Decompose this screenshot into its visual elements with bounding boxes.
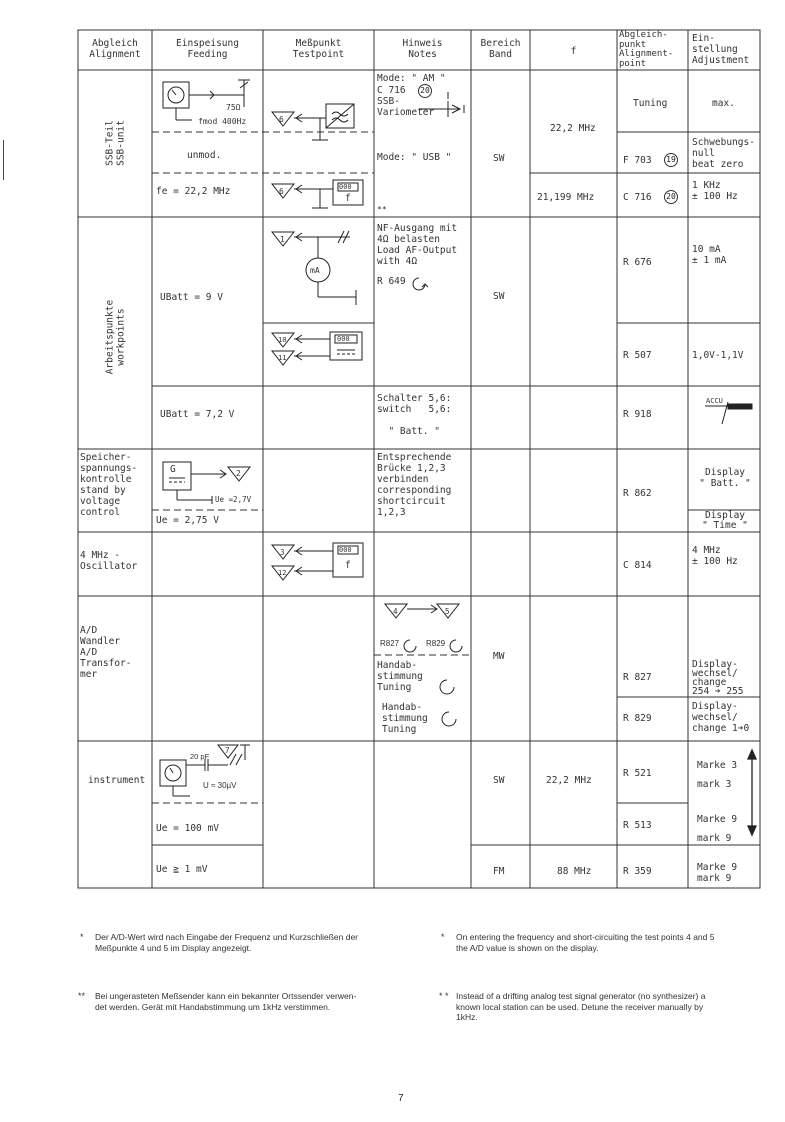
adj-display-change-2: Display- wechsel/ change 1➔0 [692, 701, 750, 734]
header-testpoint: Meßpunkt Testpoint [292, 38, 345, 60]
adj-mark-9-a: Marke 9 mark 9 [697, 814, 738, 844]
testpoint-7: 7 [225, 746, 230, 755]
feed-ue-1mv: Ue ≧ 1 mV [156, 864, 208, 875]
signal-generator-icon [163, 80, 250, 120]
page-number: 7 [398, 1093, 404, 1104]
band-mw: MW [493, 651, 505, 662]
ap-r918: R 918 [623, 409, 652, 420]
adj-display-batt: Display " Batt. " [699, 467, 751, 489]
testpoint-3: 3 [280, 548, 285, 557]
freq-22-2: 22,2 MHz [550, 123, 596, 134]
section-instrument: instrument [88, 775, 146, 786]
freq-instrument-22-2: 22,2 MHz [546, 775, 592, 786]
footnote-en-2: Instead of a drifting analog test signal generator (no synthesizer) a known local station can be used. Detune the receiver manually by 1kHz. [456, 991, 706, 1022]
ap-r513: R 513 [623, 820, 652, 831]
adj-display-change-1: Display- wechsel/ change 254 ➔ 255 [692, 659, 744, 697]
header-notes: Hinweis Notes [402, 38, 443, 60]
mark-range-arrow [748, 750, 756, 835]
adj-volt-range: 1,0V-1,1V [692, 350, 744, 361]
note-c716: C 716 [377, 85, 406, 96]
milliamp-label: mA [310, 266, 320, 275]
band-sw-ssb: SW [493, 153, 505, 164]
footnote-de-2-mark: ** [78, 991, 86, 1001]
feed-ubatt-9v: UBatt = 9 V [160, 292, 223, 303]
counter-display: 000 [339, 183, 352, 191]
note-handtuning-2: Handab- stimmung Tuning [382, 702, 428, 735]
osc-counter-f: f [345, 560, 351, 571]
ap-c716-circle: 20 [664, 190, 678, 204]
ap-r521: R 521 [623, 768, 652, 779]
adj-beat-zero: Schwebungs- null beat zero [692, 137, 755, 170]
adj-mark-9-b: Marke 9 mark 9 [697, 862, 738, 884]
voltmeter-display: 000 [337, 335, 350, 343]
footnote-de-1: Der A/D-Wert wird nach Eingabe der Frequenz und Kurzschließen der Meßpunkte 4 und 5 im Display angezeigt. [95, 932, 358, 953]
testpoint-2: 2 [236, 469, 241, 478]
ap-r862: R 862 [623, 488, 652, 499]
adj-max: max. [712, 98, 735, 109]
note-handtuning-1: Handab- stimmung Tuning [377, 660, 423, 693]
note-nf-output: NF-Ausgang mit 4Ω belasten Load AF-Output with 4Ω [377, 223, 458, 267]
osc-counter-display: 000 [339, 546, 352, 554]
header-adjustment: Ein- stellung Adjustment [692, 33, 750, 66]
header-alignment: Abgleich Alignment [89, 38, 141, 60]
feed-fmod: fmod 400Hz [198, 117, 247, 126]
footnote-de-2: Bei ungerasteten Meßsender kann ein bekannter Ortssender verwen- det werden. Gerät mit Handabstimmung um 1kHz verstimmen. [95, 991, 357, 1012]
freq-88: 88 MHz [557, 866, 592, 877]
ap-tuning: Tuning [633, 98, 668, 109]
section-storage-voltage: Speicher- spannungs- kontrolle stand by voltage control [80, 452, 138, 518]
note-r649: R 649 [377, 276, 406, 287]
testpoint-6-b: 6 [279, 187, 284, 196]
feed-ue-2-75v: Ue = 2,75 V [156, 515, 219, 526]
ap-r827: R 827 [623, 672, 652, 683]
counter-f: f [345, 193, 351, 204]
ap-c716: C 716 [623, 192, 652, 203]
freq-21-199: 21,199 MHz [537, 192, 595, 203]
ap-f703: F 703 [623, 155, 652, 166]
footnote-en-1: On entering the frequency and short-circuiting the test points 4 and 5 the A/D value is shown on the display. [456, 932, 715, 953]
footnote-en-2-mark: * * [439, 991, 449, 1001]
band-sw-work: SW [493, 291, 505, 302]
note-mode-am: Mode: " AM " [377, 73, 446, 84]
adj-display-time: Display " Time " [702, 510, 748, 531]
adj-4mhz: 4 MHz ± 100 Hz [692, 545, 738, 567]
u-30uv: U ≈ 30µV [203, 781, 237, 790]
header-alignment-point: Abgleich- punkt Alignment- point [619, 30, 674, 69]
band-fm: FM [493, 866, 505, 877]
testpoint-4: 4 [393, 607, 398, 616]
header-feeding: Einspeisung Feeding [176, 38, 239, 60]
ap-r676: R 676 [623, 257, 652, 268]
adj-10ma: 10 mA ± 1 mA [692, 244, 727, 266]
ap-r359: R 359 [623, 866, 652, 877]
adj-mark-3: Marke 3 mark 3 [697, 760, 738, 790]
note-ssb-variometer: SSB- Variometer [377, 96, 435, 118]
ap-c814: C 814 [623, 560, 652, 571]
band-sw-instrument: SW [493, 775, 505, 786]
testpoint-filter-icon [272, 104, 354, 140]
header-band: Bereich Band [480, 38, 521, 60]
feed-fe: fe = 22,2 MHz [156, 186, 231, 197]
testpoint-6-a: 6 [279, 115, 284, 124]
section-oscillator: 4 MHz - Oscillator [80, 550, 138, 572]
note-c716-circle: 20 [418, 84, 432, 98]
testpoint-11: 11 [278, 354, 287, 362]
testpoint-1: 1 [280, 235, 285, 244]
note-switch-batt: Schalter 5,6: switch 5,6: " Batt. " [377, 393, 452, 437]
footnote-en-1-mark: * [441, 932, 445, 942]
adj-accu: ACCU [706, 397, 723, 405]
section-ssb-unit: SSB-Teil SSB-unit [104, 120, 127, 166]
ap-r507: R 507 [623, 350, 652, 361]
note-mode-usb: Mode: " USB " [377, 152, 452, 163]
label-r827: R827 [380, 639, 400, 648]
testpoint-10: 10 [278, 336, 287, 344]
ap-f703-circle: 19 [664, 153, 678, 167]
label-r829: R829 [426, 639, 446, 648]
section-workpoints: Arbeitspunkte workpoints [104, 299, 127, 375]
ap-r829: R 829 [623, 713, 652, 724]
adj-1khz: 1 KHz ± 100 Hz [692, 180, 738, 202]
ue-2-7v: Ue ≈2,7V [215, 495, 252, 504]
feed-ue-100mv: Ue = 100 mV [156, 823, 219, 834]
generator-g: G [170, 464, 176, 475]
testpoint-12: 12 [278, 569, 287, 577]
footnote-de-1-mark: * [80, 932, 84, 942]
feed-unmod: unmod. [187, 150, 222, 161]
header-frequency: f [570, 46, 577, 57]
feed-ubatt-7-2v: UBatt = 7,2 V [160, 409, 235, 420]
capacitor-20pf: 20 pF [190, 752, 210, 761]
feed-impedance: 75Ω [226, 103, 241, 112]
note-shortcircuit: Entsprechende Brücke 1,2,3 verbinden corresponding shortcircuit 1,2,3 [377, 452, 452, 518]
note-double-star: ** [377, 205, 387, 214]
testpoint-5: 5 [445, 607, 450, 616]
section-ad-transformer: A/D Wandler A/D Transfor- mer [80, 625, 132, 680]
